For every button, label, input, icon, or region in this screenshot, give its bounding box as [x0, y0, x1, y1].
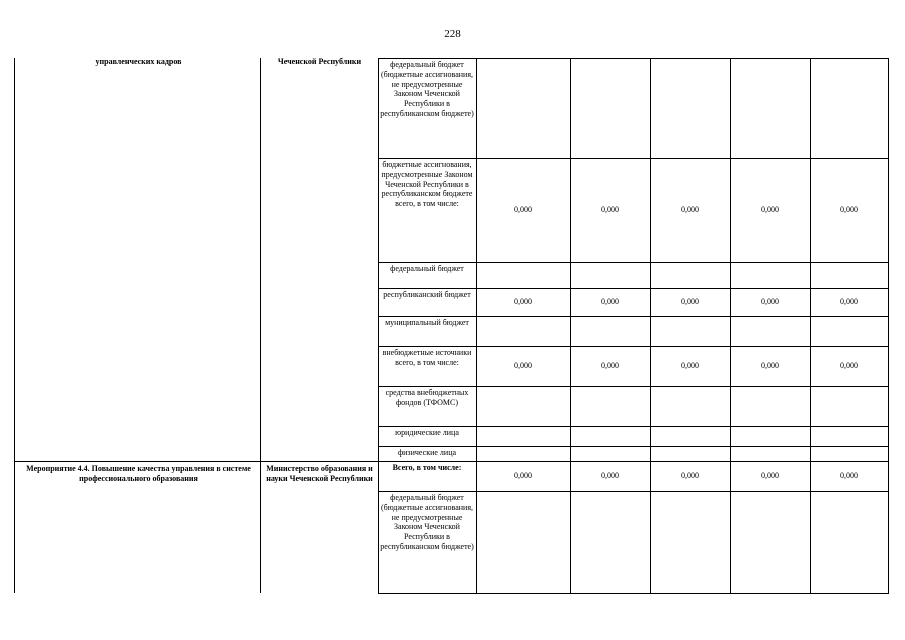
row-label: Всего, в том числе:	[392, 463, 462, 472]
value-cell: 0,000	[601, 471, 619, 480]
value-cell	[476, 491, 570, 593]
row-label: муниципальный бюджет	[385, 318, 469, 327]
value-cell: 0,000	[681, 361, 699, 370]
value-cell	[570, 386, 650, 426]
value-cell	[570, 316, 650, 346]
value-cell	[730, 491, 810, 593]
row-label: бюджетные ассигнования, предусмотренные Законом Чеченской Республики в республиканском бюджете всего, в том числе:	[381, 160, 473, 208]
value-cell: 0,000	[840, 361, 858, 370]
value-cell	[476, 386, 570, 426]
value-cell	[810, 426, 888, 446]
table-border-left	[14, 58, 15, 593]
value-cell: 0,000	[681, 205, 699, 214]
grid-vline	[888, 58, 889, 593]
value-cell	[650, 446, 730, 461]
grid-hline	[378, 593, 889, 594]
value-cell: 0,000	[761, 471, 779, 480]
block2-activity-name: Мероприятие 4.4. Повышение качества управления в системе профессионального образования	[26, 464, 251, 483]
block1-responsible-executor: Чеченской Республики	[277, 57, 362, 66]
value-cell: 0,000	[761, 205, 779, 214]
value-cell	[730, 446, 810, 461]
value-cell	[810, 262, 888, 288]
value-cell	[730, 316, 810, 346]
row-label: федеральный бюджет (бюджетные ассигнования, не предусмотренные Законом Чеченской Республики в республиканском бюджете)	[380, 60, 474, 118]
value-cell: 0,000	[761, 361, 779, 370]
value-cell	[730, 426, 810, 446]
value-cell	[476, 446, 570, 461]
value-cell: 0,000	[761, 297, 779, 306]
block2-responsible-executor: Министерство образования и науки Чеченской Республики	[266, 464, 373, 483]
value-cell	[810, 386, 888, 426]
block-separator	[14, 461, 378, 462]
row-label: республиканский бюджет	[383, 290, 471, 299]
value-cell	[810, 491, 888, 593]
value-cell	[810, 446, 888, 461]
value-cell	[730, 58, 810, 158]
value-cell	[476, 426, 570, 446]
value-cell: 0,000	[601, 361, 619, 370]
value-cell	[730, 386, 810, 426]
page-number: 228	[444, 28, 461, 40]
value-cell: 0,000	[601, 297, 619, 306]
value-cell: 0,000	[601, 205, 619, 214]
value-cell	[650, 386, 730, 426]
value-cell	[570, 262, 650, 288]
value-cell	[570, 491, 650, 593]
row-label: федеральный бюджет (бюджетные ассигнования, не предусмотренные Законом Чеченской Республики в республиканском бюджете)	[380, 493, 474, 551]
value-cell	[476, 262, 570, 288]
value-cell	[570, 58, 650, 158]
row-label: физические лица	[397, 448, 457, 457]
table-border-col1	[260, 58, 261, 593]
value-cell	[650, 491, 730, 593]
value-cell: 0,000	[840, 205, 858, 214]
value-cell	[810, 316, 888, 346]
value-cell	[650, 262, 730, 288]
row-label: внебюджетные источники всего, в том числе:	[382, 348, 472, 367]
value-cell: 0,000	[514, 361, 532, 370]
value-cell	[570, 426, 650, 446]
value-cell: 0,000	[514, 205, 532, 214]
value-cell	[810, 58, 888, 158]
value-cell: 0,000	[514, 297, 532, 306]
value-cell: 0,000	[681, 297, 699, 306]
row-label: федеральный бюджет	[390, 264, 464, 273]
value-cell	[650, 316, 730, 346]
value-cell: 0,000	[840, 297, 858, 306]
row-label: юридические лица	[395, 428, 459, 437]
value-cell	[650, 58, 730, 158]
value-cell	[730, 262, 810, 288]
value-cell	[570, 446, 650, 461]
block1-activity-name: управленческих кадров	[95, 57, 182, 66]
row-label: средства внебюджетных фондов (ТФОМС)	[385, 388, 469, 407]
value-cell	[476, 58, 570, 158]
grid-vline	[378, 58, 379, 593]
value-cell	[476, 316, 570, 346]
value-cell: 0,000	[840, 471, 858, 480]
value-cell	[650, 426, 730, 446]
value-cell: 0,000	[681, 471, 699, 480]
value-cell: 0,000	[514, 471, 532, 480]
